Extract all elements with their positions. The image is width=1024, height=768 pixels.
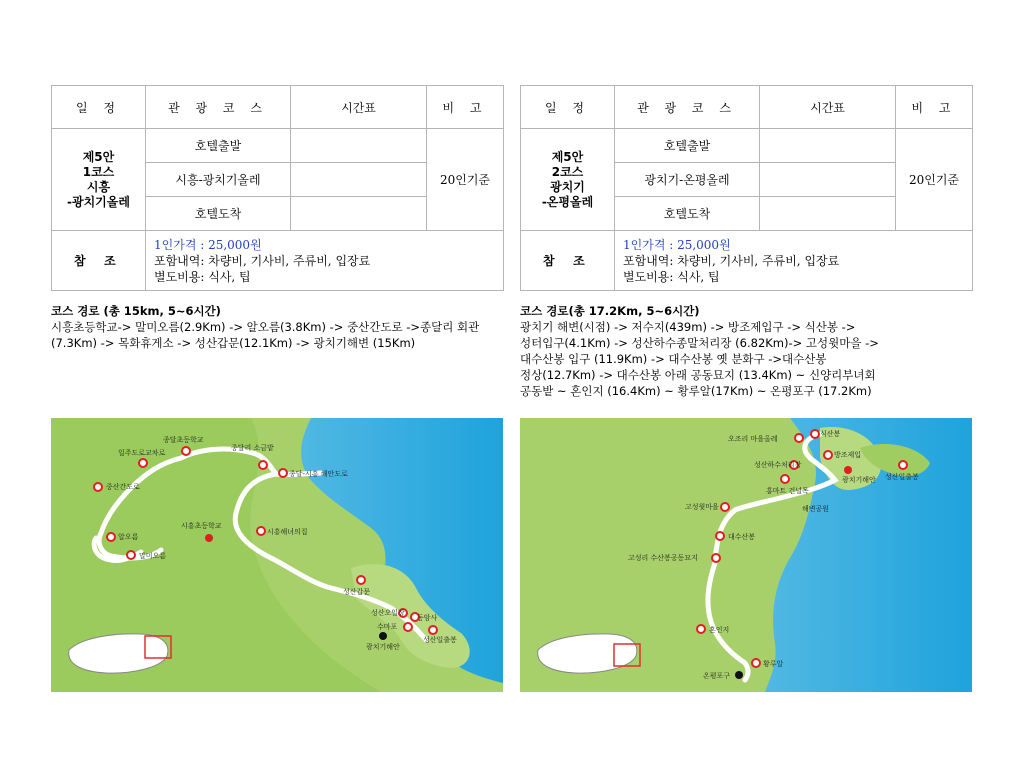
includes-text: 포함내역: 차량비, 기사비, 주류비, 입장료 <box>623 253 840 268</box>
stop-cell: 호텔도착 <box>146 197 291 231</box>
course-2-route <box>520 303 972 399</box>
schedule-cell <box>291 129 427 163</box>
reference-cell <box>615 231 973 291</box>
table-header-row <box>52 86 504 129</box>
header-schedule: 시간표 <box>291 86 427 129</box>
map-label: 성산오일장 <box>371 609 405 617</box>
map-label: 말미오름 <box>139 552 167 560</box>
schedule-cell <box>760 163 896 197</box>
reference-label: 참 조 <box>521 231 615 291</box>
map-label: 중산간도로 <box>106 483 140 491</box>
stop-cell: 광치기-온평올레 <box>615 163 760 197</box>
map-label: 황루알 <box>763 660 784 668</box>
map-label: 해변공원 <box>802 505 830 513</box>
extra-cost-text: 별도비용: 식사, 팁 <box>154 269 251 284</box>
stop-cell: 호텔출발 <box>615 129 760 163</box>
price-text: 1인가격 : 25,000원 <box>623 237 731 252</box>
map-label: 종달초등학교 <box>163 436 204 444</box>
stop-cell: 호텔출발 <box>146 129 291 163</box>
reference-label: 참 조 <box>52 231 146 291</box>
course-1-map <box>51 418 503 692</box>
header-day: 일 정 <box>521 86 615 129</box>
map-label: 시흥해녀의집 <box>267 528 308 536</box>
schedule-cell <box>291 163 427 197</box>
map-label: 방조제입 <box>834 451 862 459</box>
course-1-panel <box>51 85 503 351</box>
day-line: 1코스 <box>82 164 115 179</box>
map-label: 광치기해안 <box>842 476 876 484</box>
course-1-map-svg <box>51 418 503 692</box>
course-2-table <box>520 85 973 291</box>
map-label: 일주도로교차로 <box>118 449 166 457</box>
header-course: 관 광 코 스 <box>146 86 291 129</box>
route-line: 정상(12.7Km) -> 대수산봉 아래 공동묘지 (13.4Km) ~ 신양리부녀회 <box>520 368 876 382</box>
map-label: 고성리 수산봉공동묘지 <box>628 554 698 562</box>
day-line: 제5안 <box>82 149 115 164</box>
map-label: 성산일출봉 <box>423 636 457 644</box>
route-text: 시흥초등학교-> 말미오름(2.9Km) -> 알오름(3.8Km) -> 중산간도로 ->종달리 회관(7.3Km) -> 목화휴게소 -> 성산갑문(12.1Km) -> 광치기해변 (15Km) <box>51 320 480 350</box>
day-cell <box>521 129 615 231</box>
map-label: 종달리 소금밭 <box>231 444 274 452</box>
table-row <box>521 129 973 163</box>
map-label: 광치기해안 <box>366 643 400 651</box>
course-2-map-svg <box>520 418 972 692</box>
includes-text: 포함내역: 차량비, 기사비, 주류비, 입장료 <box>154 253 371 268</box>
table-header-row <box>521 86 973 129</box>
map-label: 혼인지 <box>709 626 730 634</box>
map-label: 성산하수처리장 <box>754 461 802 469</box>
day-line: 제5안 <box>551 149 584 164</box>
map-label: 온평포구 <box>703 672 731 680</box>
day-line: -온평올레 <box>541 194 594 209</box>
day-line: 시흥 <box>86 179 111 194</box>
map-label: 고성윗마을 <box>685 503 719 511</box>
map-label: 성산일출봉 <box>885 473 919 481</box>
course-1-table <box>51 85 504 291</box>
map-label: 홍마트 건널목 <box>766 487 809 495</box>
route-title: 코스 경로 (총 15km, 5~6시간) <box>51 304 221 318</box>
route-title: 코스 경로(총 17.2Km, 5~6시간) <box>520 304 700 318</box>
map-label: 종달-시흥 해안도로 <box>289 470 348 478</box>
note-cell: 20인기준 <box>427 129 504 231</box>
schedule-cell <box>760 129 896 163</box>
course-1-route <box>51 303 503 351</box>
map-label: 시흥초등학교 <box>181 522 222 530</box>
route-line: 광치기 해변(시점) -> 저수지(439m) -> 방조제입구 -> 식산봉 -> <box>520 320 856 334</box>
map-label: 대수산봉 <box>728 533 756 541</box>
reference-row <box>52 231 504 291</box>
route-line: 공동밭 ~ 혼인지 (16.4Km) ~ 황루알(17Km) ~ 온평포구 (17.2Km) <box>520 384 872 398</box>
stop-cell: 시흥-광치기올레 <box>146 163 291 197</box>
map-label: 식산봉 <box>820 430 841 438</box>
table-row <box>52 129 504 163</box>
map-label: 성산갑문 <box>343 588 371 596</box>
route-line: 성터입구(4.1Km) -> 성산하수종말처리장 (6.82Km)-> 고성윗마을 -> <box>520 336 879 350</box>
header-note: 비 고 <box>427 86 504 129</box>
course-2-map <box>520 418 972 692</box>
header-course: 관 광 코 스 <box>615 86 760 129</box>
header-schedule: 시간표 <box>760 86 896 129</box>
day-line: 2코스 <box>551 164 584 179</box>
schedule-cell <box>760 197 896 231</box>
extra-cost-text: 별도비용: 식사, 팁 <box>623 269 720 284</box>
header-note: 비 고 <box>896 86 973 129</box>
map-label: 오조리 마을올레 <box>728 435 778 443</box>
reference-row <box>521 231 973 291</box>
day-line: -광치기올레 <box>67 194 130 209</box>
map-label: 알오름 <box>118 533 139 541</box>
note-cell: 20인기준 <box>896 129 973 231</box>
course-2-panel <box>520 85 972 399</box>
schedule-cell <box>291 197 427 231</box>
map-label: 동암사 <box>417 614 438 622</box>
day-cell <box>52 129 146 231</box>
route-line: 대수산봉 입구 (11.9Km) -> 대수산봉 옛 분화구 ->대수산봉 <box>520 352 827 366</box>
map-label: 수마포 <box>377 623 398 631</box>
reference-cell <box>146 231 504 291</box>
stop-cell: 호텔도착 <box>615 197 760 231</box>
header-day: 일 정 <box>52 86 146 129</box>
price-text: 1인가격 : 25,000원 <box>154 237 262 252</box>
day-line: 광치기 <box>550 179 585 194</box>
